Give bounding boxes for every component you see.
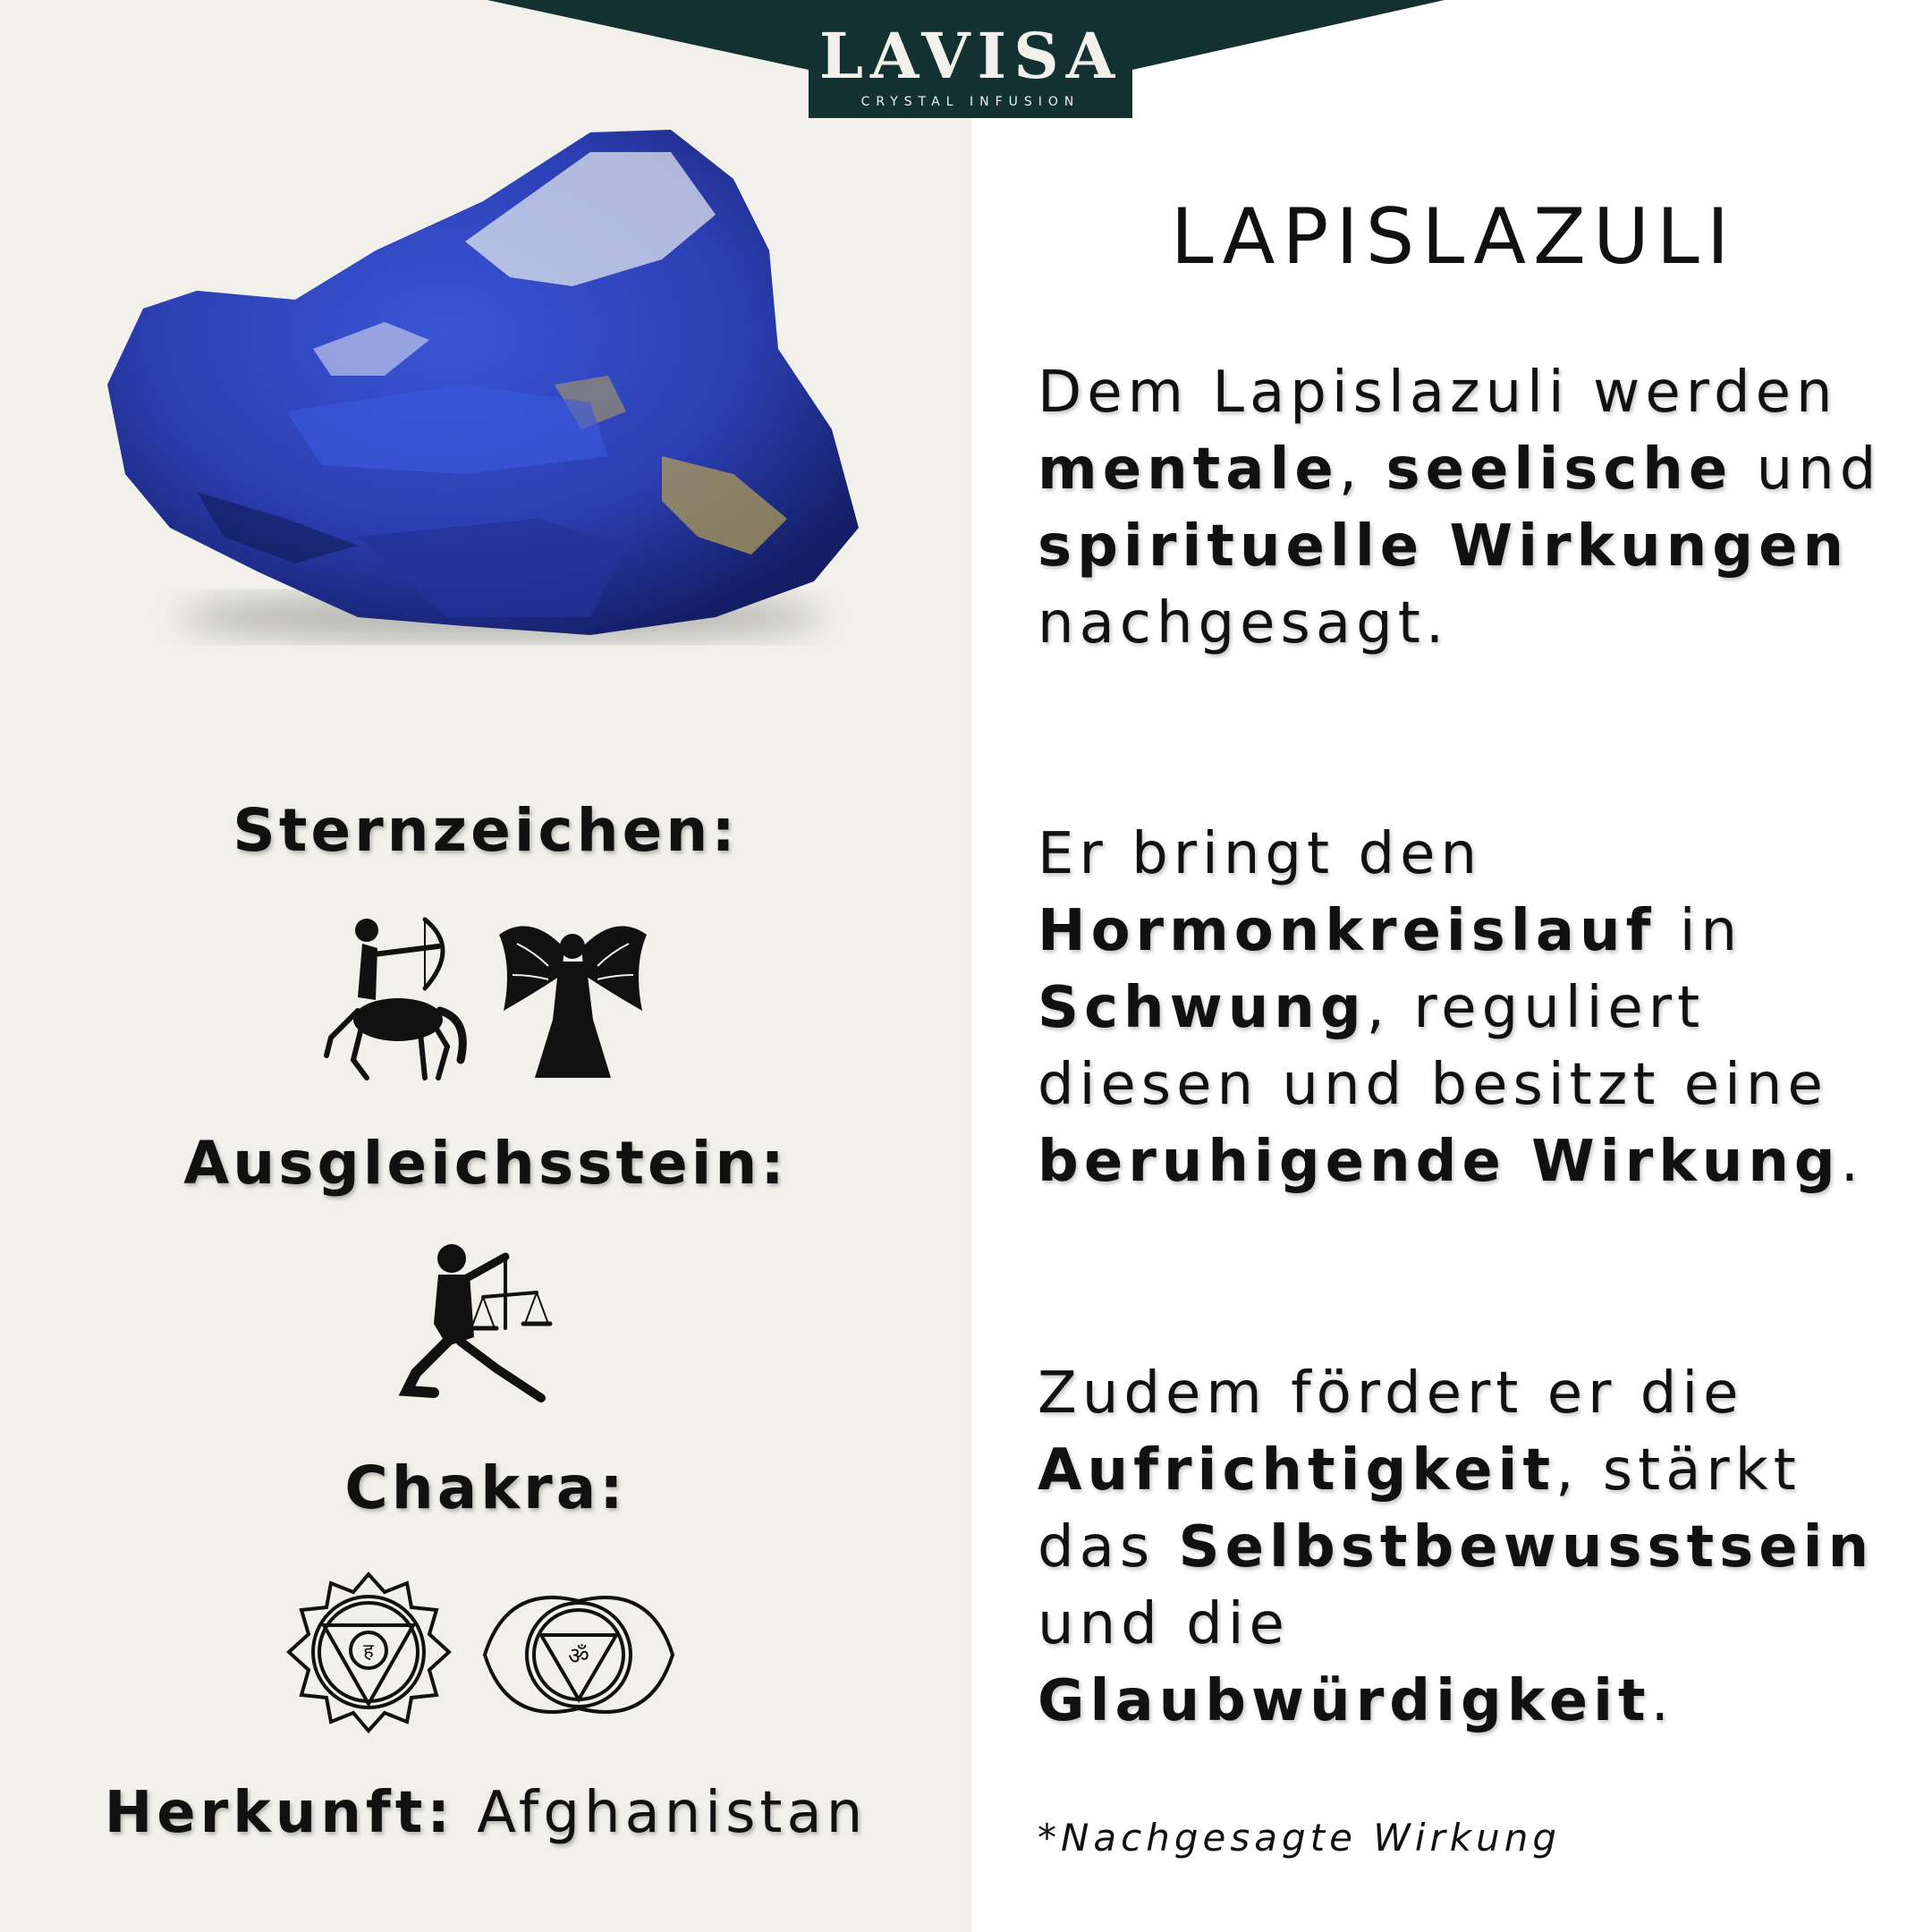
chakra-label: Chakra: (344, 1453, 627, 1522)
brand-tagline: CRYSTAL INFUSION (860, 95, 1080, 109)
footnote: *Nachgesagte Wirkung (1038, 1816, 1561, 1860)
herkunft-label: Herkunft: (104, 1780, 454, 1846)
brand-name: LAVISA (818, 19, 1123, 93)
sagittarius-icon (313, 912, 470, 1082)
description-paragraph-2: Er bringt den Hormonkreislauf in Schwung, reguliert diesen und besitzt eine beruhigende Wirkung. (1038, 821, 1865, 1195)
svg-text:ॐ: ॐ (568, 1643, 589, 1670)
libra-icon (398, 1239, 568, 1404)
description-paragraph-1: Dem Lapislazuli werden mentale, seelische und spirituelle Wirkungen nachgesagt. (1038, 360, 1882, 657)
lapis-stone-image (89, 116, 886, 653)
throat-chakra-icon (286, 1570, 452, 1735)
description-paragraph-3: Zudem fördert er die Aufrichtigkeit, stärkt das Selbstbewusstsein und die Glaubwürdigkeit. (1038, 1360, 1875, 1734)
stone-title: LAPISLAZULI (1170, 192, 1737, 282)
virgo-icon (495, 912, 651, 1082)
sternzeichen-label: Sternzeichen: (233, 796, 739, 865)
svg-text:ह: ह (363, 1640, 374, 1663)
third-eye-chakra-icon (480, 1583, 677, 1726)
origin-line (0, 1780, 971, 1846)
brand-logo (809, 0, 1132, 118)
herkunft-value: Afghanistan (477, 1780, 868, 1846)
ausgleichsstein-label: Ausgleichsstein: (183, 1129, 788, 1198)
